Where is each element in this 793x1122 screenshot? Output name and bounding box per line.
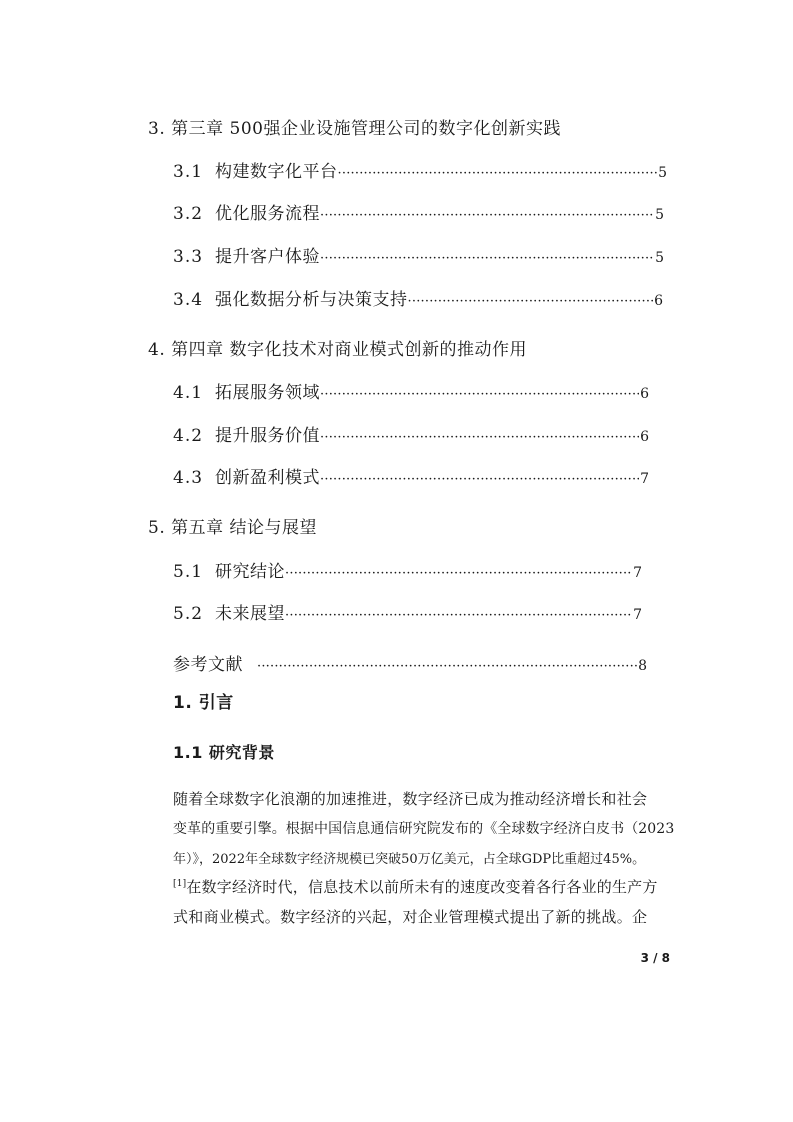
toc-chapter-4[interactable]: 4. 第四章 数字化技术对商业模式创新的推动作用: [148, 340, 528, 360]
toc-entry-number: 3.4: [173, 290, 204, 310]
toc-leader-dots: [285, 567, 632, 580]
toc-entry-number: 3.3: [173, 247, 204, 267]
toc-page-number: 5: [658, 165, 667, 181]
toc-leader-dots: [285, 609, 632, 622]
toc-page-number: 6: [640, 429, 649, 445]
toc-entry-title: 创新盈利模式: [215, 468, 321, 488]
toc-leader-dots: [320, 209, 654, 222]
toc-entry-4-1[interactable]: [173, 378, 649, 403]
paragraph-line: 变革的重要引擎。根据中国信息通信研究院发布的《全球数字经济白皮书（2023: [173, 821, 675, 837]
toc-entry-number: 5.2: [173, 604, 204, 624]
toc-entry-title: 参考文献: [173, 655, 243, 675]
toc-entry-references[interactable]: [173, 650, 647, 675]
toc-entry-title: 研究结论: [215, 562, 286, 582]
toc-leader-dots: [320, 431, 639, 444]
toc-entry-number: 5.1: [173, 562, 204, 582]
paragraph-line: [173, 876, 658, 897]
toc-page-number: 6: [640, 386, 649, 402]
toc-entry-number: 3.1: [173, 162, 204, 182]
toc-entry-number: 4.3: [173, 468, 204, 488]
toc-page-number: 7: [633, 607, 642, 623]
toc-entry-3-2[interactable]: [173, 199, 664, 224]
toc-leader-dots: [320, 252, 654, 265]
page-indicator: 3 / 8: [640, 951, 670, 965]
section-heading: 1. 引言: [173, 693, 234, 713]
toc-page-number: 6: [654, 293, 663, 309]
toc-entry-3-4[interactable]: [173, 285, 663, 310]
subsection-heading: 1.1 研究背景: [173, 743, 275, 762]
toc-entry-title: 提升服务价值: [215, 426, 321, 446]
paragraph-line: 年）》，2022年全球数字经济规模已突破50万亿美元，占全球GDP比重超过45%。: [173, 852, 646, 867]
toc-leader-dots: [338, 167, 658, 180]
toc-entry-title: 拓展服务领域: [215, 383, 321, 403]
toc-page-number: 5: [655, 250, 664, 266]
paragraph-text: 在数字经济时代，信息技术以前所未有的速度改变着各行各业的生产方: [186, 878, 658, 896]
toc-leader-dots: [257, 660, 637, 673]
toc-entry-4-3[interactable]: [173, 463, 649, 488]
toc-chapter-5[interactable]: 5. 第五章 结论与展望: [148, 518, 318, 538]
paragraph-line: 随着全球数字化浪潮的加速推进，数字经济已成为推动经济增长和社会: [173, 790, 648, 808]
toc-entry-5-2[interactable]: [173, 599, 642, 624]
toc-page-number: 5: [655, 207, 664, 223]
toc-entry-title: 提升客户体验: [215, 247, 321, 267]
toc-entry-3-3[interactable]: [173, 242, 664, 267]
toc-page-number: 7: [633, 565, 642, 581]
citation-marker[interactable]: [1]: [173, 879, 187, 889]
toc-entry-4-2[interactable]: [173, 421, 649, 446]
toc-entry-title: 未来展望: [215, 604, 286, 624]
toc-entry-number: 4.1: [173, 383, 204, 403]
toc-entry-title: 强化数据分析与决策支持: [215, 290, 408, 310]
toc-leader-dots: [320, 388, 639, 401]
toc-leader-dots: [320, 473, 639, 486]
toc-leader-dots: [408, 295, 654, 308]
toc-entry-number: 3.2: [173, 204, 204, 224]
toc-entry-title: 优化服务流程: [215, 204, 321, 224]
toc-entry-5-1[interactable]: [173, 557, 642, 582]
toc-page-number: 7: [640, 471, 649, 487]
toc-chapter-3[interactable]: 3. 第三章 500强企业设施管理公司的数字化创新实践: [148, 119, 561, 139]
toc-entry-3-1[interactable]: [173, 157, 667, 182]
toc-entry-number: 4.2: [173, 426, 204, 446]
paragraph-line: 式和商业模式。数字经济的兴起，对企业管理模式提出了新的挑战。企: [173, 908, 648, 926]
toc-page-number: 8: [638, 658, 647, 674]
toc-entry-title: 构建数字化平台: [215, 162, 338, 182]
